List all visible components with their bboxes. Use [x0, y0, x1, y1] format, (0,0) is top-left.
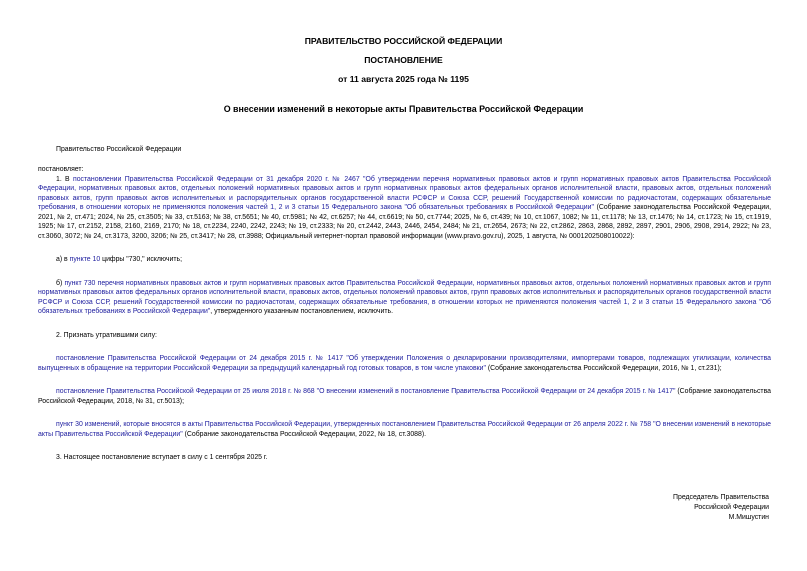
document-type: ПОСТАНОВЛЕНИЕ: [364, 55, 443, 65]
repealed-entry-link[interactable]: постановление Правительства Российской Федерации от 24 декабря 2015 г. № 1417 "Об утверждении Положения о декларировании производителями, импортерами товаров, подлежащих утилизации, количества выпущенных в обращение на территории Российской Федерации за предыдущий календарный год готовых товаров, в том числе упаковки": [38, 355, 771, 372]
document-date-number: от 11 августа 2025 года № 1195: [338, 74, 469, 84]
item-2-heading: 2. Признать утратившими силу:: [56, 331, 157, 339]
intro-decrees: постановляет:: [38, 166, 84, 173]
item-1-a-prefix: а) в: [56, 256, 70, 263]
item-1-b: [38, 279, 771, 317]
item-1-a-link[interactable]: пункте 10: [69, 256, 101, 263]
repealed-entry: [38, 354, 771, 373]
item-1-b-prefix: б): [56, 279, 65, 287]
signature-name: М.Мишустин: [728, 514, 769, 521]
repealed-entry-source: (Собрание законодательства Российской Федерации, 2018, № 31, ст.5013);: [38, 388, 771, 405]
authority-heading: ПРАВИТЕЛЬСТВО РОССИЙСКОЙ ФЕДЕРАЦИИ: [304, 36, 503, 46]
item-1-suffix: (Собрание законодательства Российской Федерации, 2021, № 2, ст.471; 2024, № 25, ст.3505; № 33, ст.5163; № 38, ст.5651; № 40, ст.5981; № 42, ст.6257; № 44, ст.6619; № 50, ст.7744; 2025, № 6, ст.439; № 10, ст.1067, 1082; № 11, ст.1178; № 13, ст.1476; № 14, ст.1723; № 15, ст.1919, 1925; № 17, ст.2152, 2158, 2160, 2169, 2170; № 18, ст.2234, 2240, 2242, 2243; № 19, ст.2333; № 20, ст.2442, 2443, 2446, 2454, 2484; № 21, ст.2654, 2673; № 22, ст.2862, 2863, 2868, 2892, 2897, 2901, 2906, 2908, 2914, 2922; № 23, ст.3060, 3072; № 24, ст.3173, 3200, 3206; № 25, ст.3417; № 28, ст.3988; Официальный интернет-портал правовой информации (www.pravo.gov.ru), 2025, 1 августа, № 0001202508010022):: [38, 204, 771, 240]
item-1-b-suffix: , утвержденного указанным постановлением, исключить.: [210, 308, 394, 315]
item-1-b-link[interactable]: пункт 730 перечня нормативных правовых актов и групп нормативных правовых актов Правительства Российской Федерации, нормативных правовых актов, отдельных положений нормативных правовых актов и групп нормативных правовых актов федеральных органов исполнительной власти, правовых актов, отдельных положений правовых актов, групп правовых актов исполнительных и распорядительных органов государственной власти РСФСР и Союза ССР, решений Государственной комиссии по радиочастотам, содержащих обязательные требования, в отношении которых не применяются положения частей 1, 2 и 3 статьи 15 Федерального закона "Об обязательных требованиях в Российской Федерации": [38, 279, 771, 315]
item-1-link[interactable]: постановлении Правительства Российской Федерации от 31 декабря 2020 г. № 2467 "Об утверждении перечня нормативных правовых актов и групп нормативных правовых актов Правительства Российской Федерации, нормативных правовых актов, отдельных положений нормативных правовых актов и групп нормативных правовых актов федеральных органов исполнительной власти, правовых актов, отдельных положений правовых актов, групп правовых актов исполнительных и распорядительных органов государственной власти РСФСР и Союза ССР, решений Государственной комиссии по радиочастотам, содержащих обязательные требования, в отношении которых не применяются положения частей 1, 2 и 3 статьи 15 Федерального закона "Об обязательных требованиях в Российской Федерации": [38, 175, 772, 211]
signature-block: [673, 493, 769, 523]
repealed-entry: [38, 420, 771, 439]
repealed-entry-source: (Собрание законодательства Российской Федерации, 2016, № 1, ст.231);: [485, 364, 722, 372]
signature-title: Председатель Правительства: [673, 494, 769, 501]
item-1-prefix: 1. В: [56, 175, 73, 183]
item-3: 3. Настоящее постановление вступает в силу с 1 сентября 2025 г.: [56, 454, 268, 461]
repealed-entry-link[interactable]: постановление Правительства Российской Федерации от 25 июля 2018 г. № 868 "О внесении изменений в постановление Правительства Российской Федерации от 24 декабря 2015 г. № 1417": [56, 388, 676, 395]
item-1-a: [38, 255, 771, 265]
repealed-entry-link[interactable]: пункт 30 изменений, которые вносятся в акты Правительства Российской Федерации, утвержденных постановлением Правительства Российской Федерации от 26 апреля 2022 г. № 758 "О внесении изменений в некоторые акты Правительства Российской Федерации": [38, 421, 771, 438]
document-title: О внесении изменений в некоторые акты Правительства Российской Федерации: [223, 104, 584, 114]
repealed-entry-source: (Собрание законодательства Российской Федерации, 2022, № 18, ст.3088).: [182, 430, 427, 438]
item-1-a-suffix: цифры "730," исключить;: [100, 256, 183, 263]
document-body: [38, 145, 771, 463]
repealed-entry: [38, 387, 771, 406]
intro-subject: Правительство Российской Федерации: [56, 146, 182, 153]
signature-org: Российской Федерации: [694, 504, 769, 511]
item-1: [38, 175, 771, 242]
